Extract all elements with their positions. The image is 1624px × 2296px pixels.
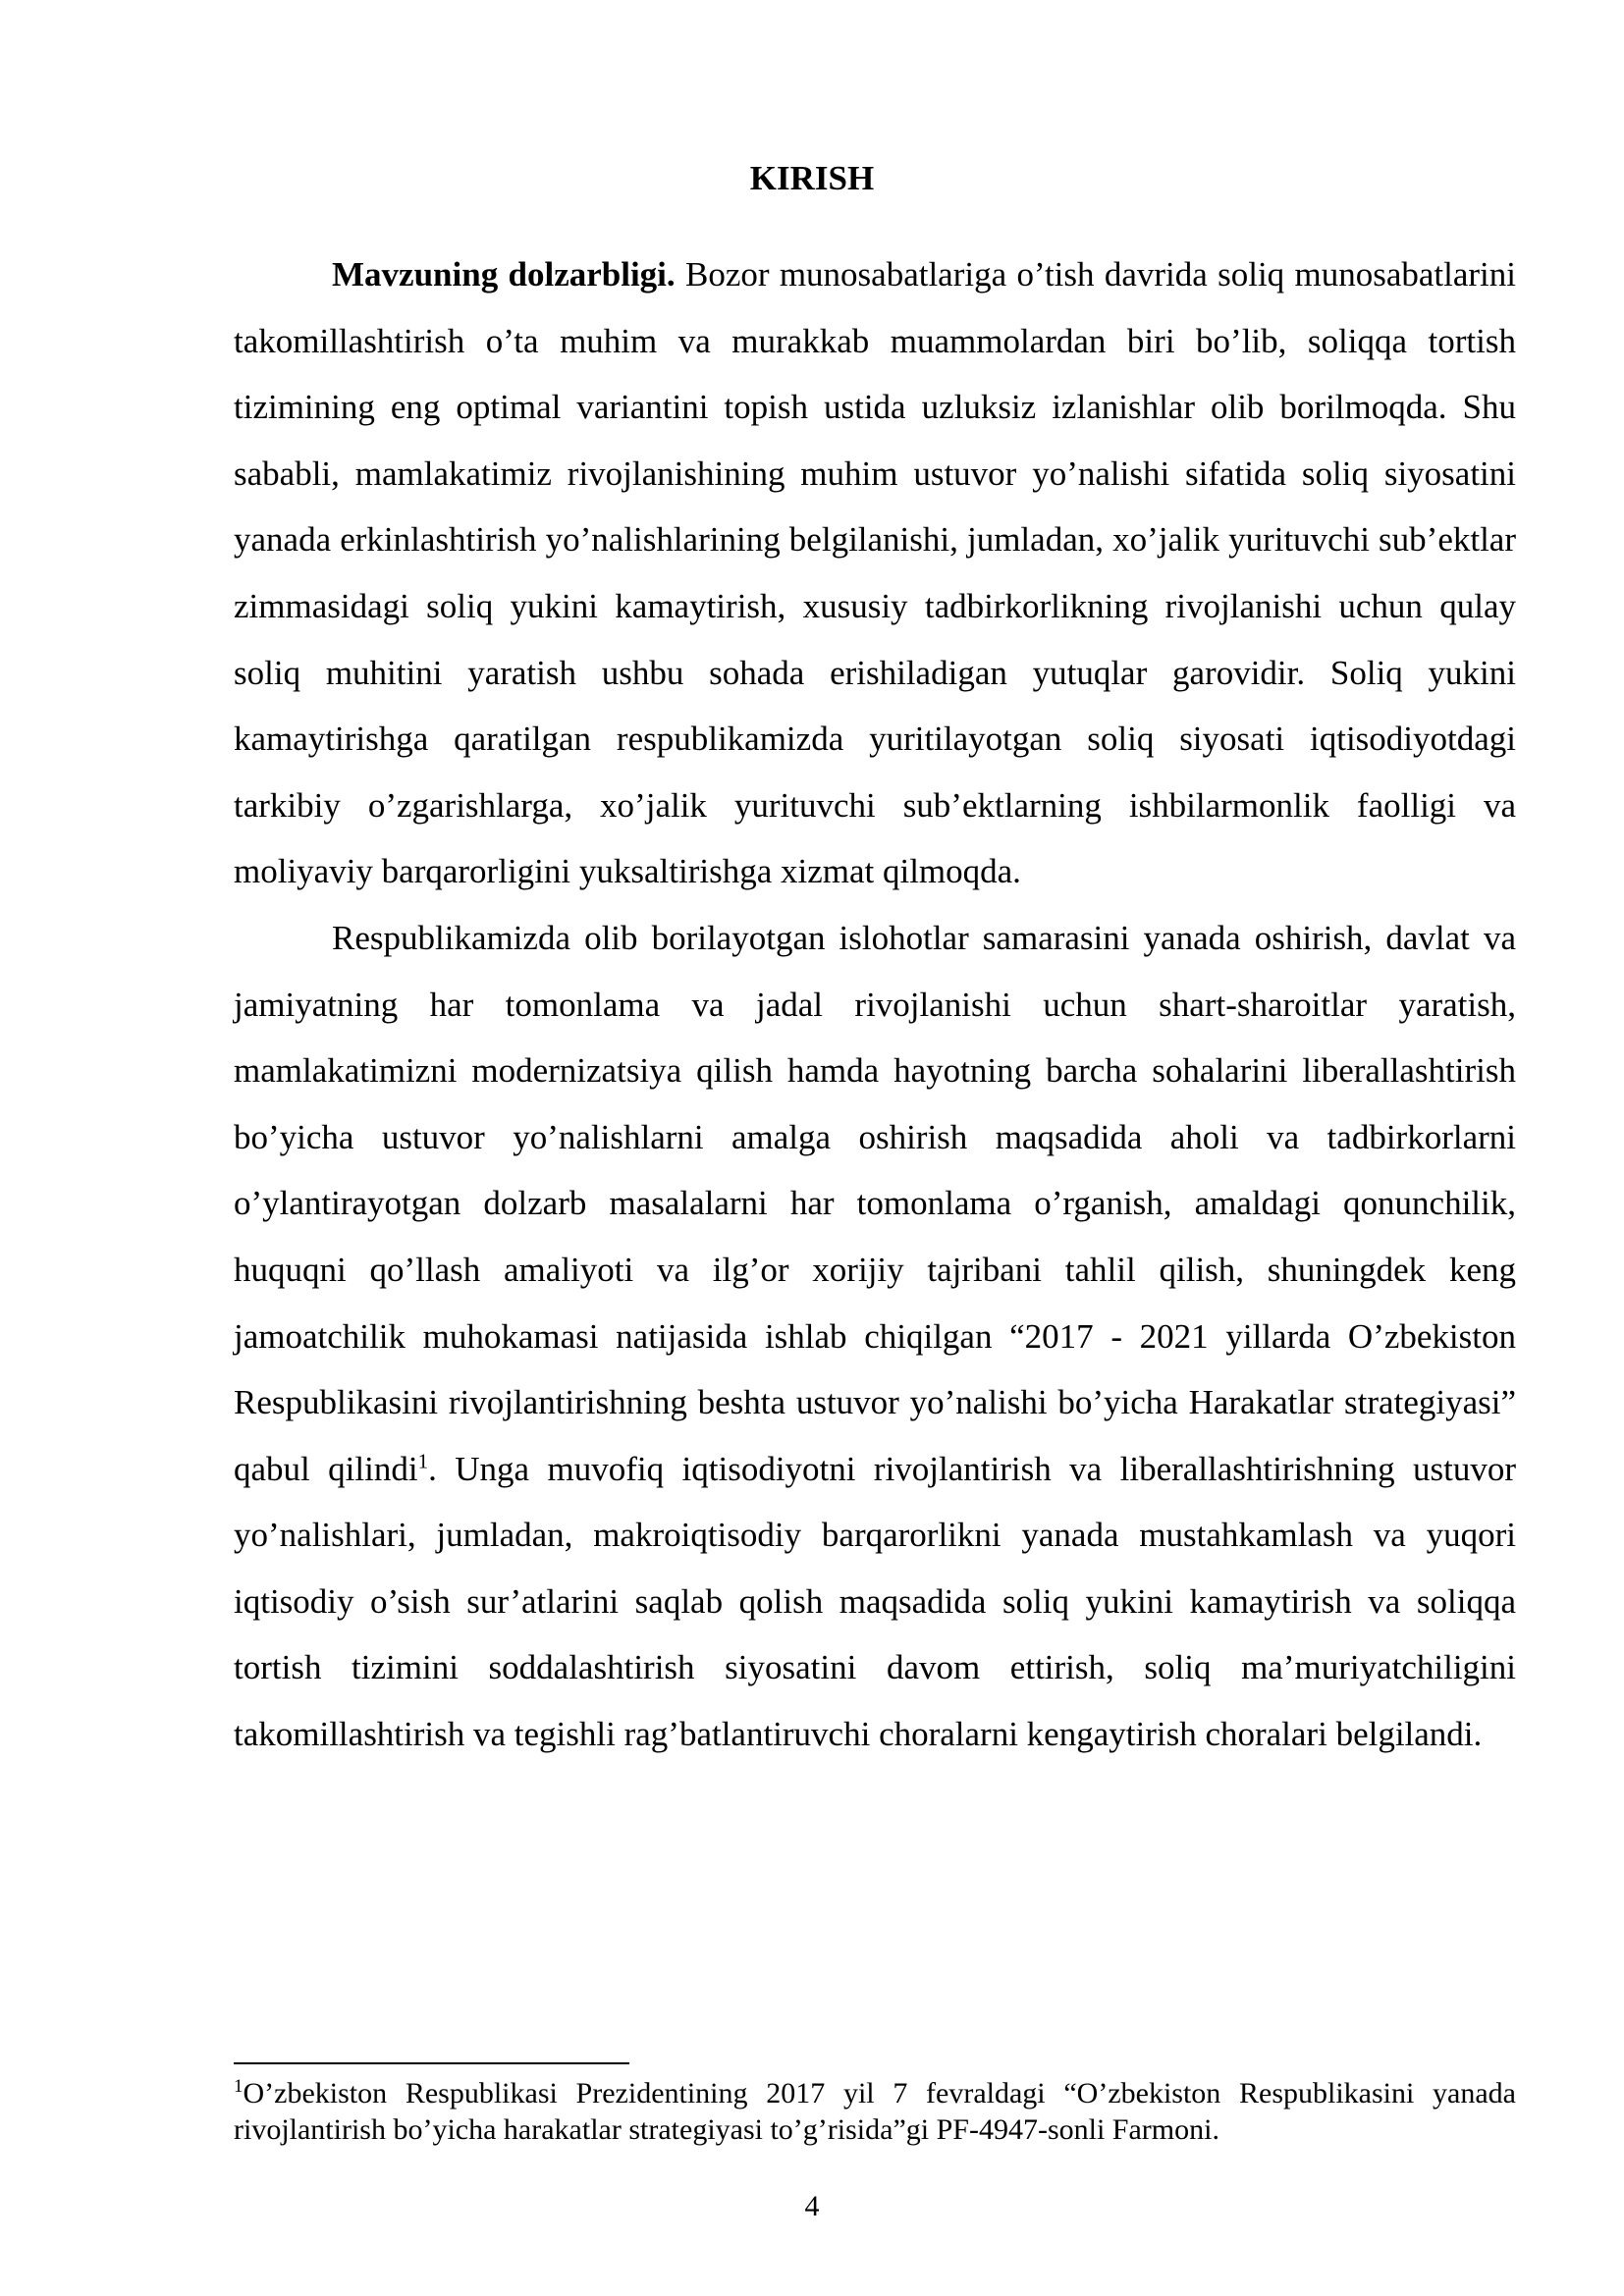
paragraph-relevance bbox=[234, 241, 1516, 905]
footnote bbox=[234, 2075, 1516, 2148]
footnote-text: O’zbekiston Respublikasi Prezidentining 2017 yil 7 fevraldagi “O’zbekiston Respublikasini yanada rivojlantirish bo’yicha harakatlar strategiyasi to’g’risida”gi PF-4947-sonli Farmoni. bbox=[234, 2077, 1516, 2146]
paragraph-reforms bbox=[234, 905, 1516, 1768]
footnote-separator bbox=[234, 2062, 629, 2064]
page-number: 4 bbox=[804, 2190, 820, 2222]
paragraph-lead: Mavzuning dolzarbligi. bbox=[332, 255, 676, 294]
paragraph-text: . Unga muvofiq iqtisodiyotni rivojlantirish va liberallashtirishning ustuvor yo’nalishlari, jumladan, makroiqtisodiy barqarorlikni yanada mustahkamlash va yuqori iqtisodiy o’sish sur’atlarini saqlab qolish maqsadida soliq yukini kamaytirish va soliqqa tortish tizimini soddalashtirish siyosatini davom ettirish, soliq ma’muriyatchiligini takomillashtirish va tegishli rag’batlantiruvchi choralarni kengaytirish choralari belgilandi. bbox=[234, 1449, 1516, 1754]
footnote-marker: 1 bbox=[234, 2076, 244, 2097]
paragraph-text: Bozor munosabatlariga o’tish davrida soliq munosabatlarini takomillashtirish o’ta muhim va murakkab muammolardan biri bo’lib, soliqqa tortish tizimining eng optimal variantini topish ustida uzluksiz izlanishlar olib borilmoqda. Shu sababli, mamlakatimiz rivojlanishining muhim ustuvor yo’nalishi sifatida soliq siyosatini yanada erkinlashtirish yo’nalishlarining belgilanishi, jumladan, xo’jalik yurituvchi sub’ektlar zimmasidagi soliq yukini kamaytirish, xususiy tadbirkorlikning rivojlanishi uchun qulay soliq muhitini yaratish ushbu sohada erishiladigan yutuqlar garovidir. Soliq yukini kamaytirishga qaratilgan respublikamizda yuritilayotgan soliq siyosati iqtisodiyotdagi tarkibiy o’zgarishlarga, xo’jalik yurituvchi sub’ektlarning ishbilarmonlik faolligi va moliyaviy barqarorligini yuksaltirishga xizmat qilmoqda. bbox=[234, 255, 1516, 891]
body-text bbox=[234, 241, 1516, 1768]
paragraph-text: Respublikamizda olib borilayotgan islohotlar samarasini yanada oshirish, davlat va jamiyatning har tomonlama va jadal rivojlanishi uchun shart-sharoitlar yaratish, mamlakatimizni modernizatsiya qilish hamda hayotning barcha sohalarini liberallashtirish bo’yicha ustuvor yo’nalishlarni amalga oshirish maqsadida aholi va tadbirkorlarni o’ylantirayotgan dolzarb masalalarni har tomonlama o’rganish, amaldagi qonunchilik, huquqni qo’llash amaliyoti va ilg’or xorijiy tajribani tahlil qilish, shuningdek keng jamoatchilik muhokamasi natijasida ishlab chiqilgan “2017 - 2021 yillarda O’zbekiston Respublikasini rivojlantirishning beshta ustuvor yo’nalishi bo’yicha Harakatlar strategiyasi” qabul qilindi bbox=[234, 918, 1516, 1488]
footnote-reference: 1 bbox=[417, 1449, 429, 1473]
section-heading: KIRISH bbox=[749, 159, 875, 197]
